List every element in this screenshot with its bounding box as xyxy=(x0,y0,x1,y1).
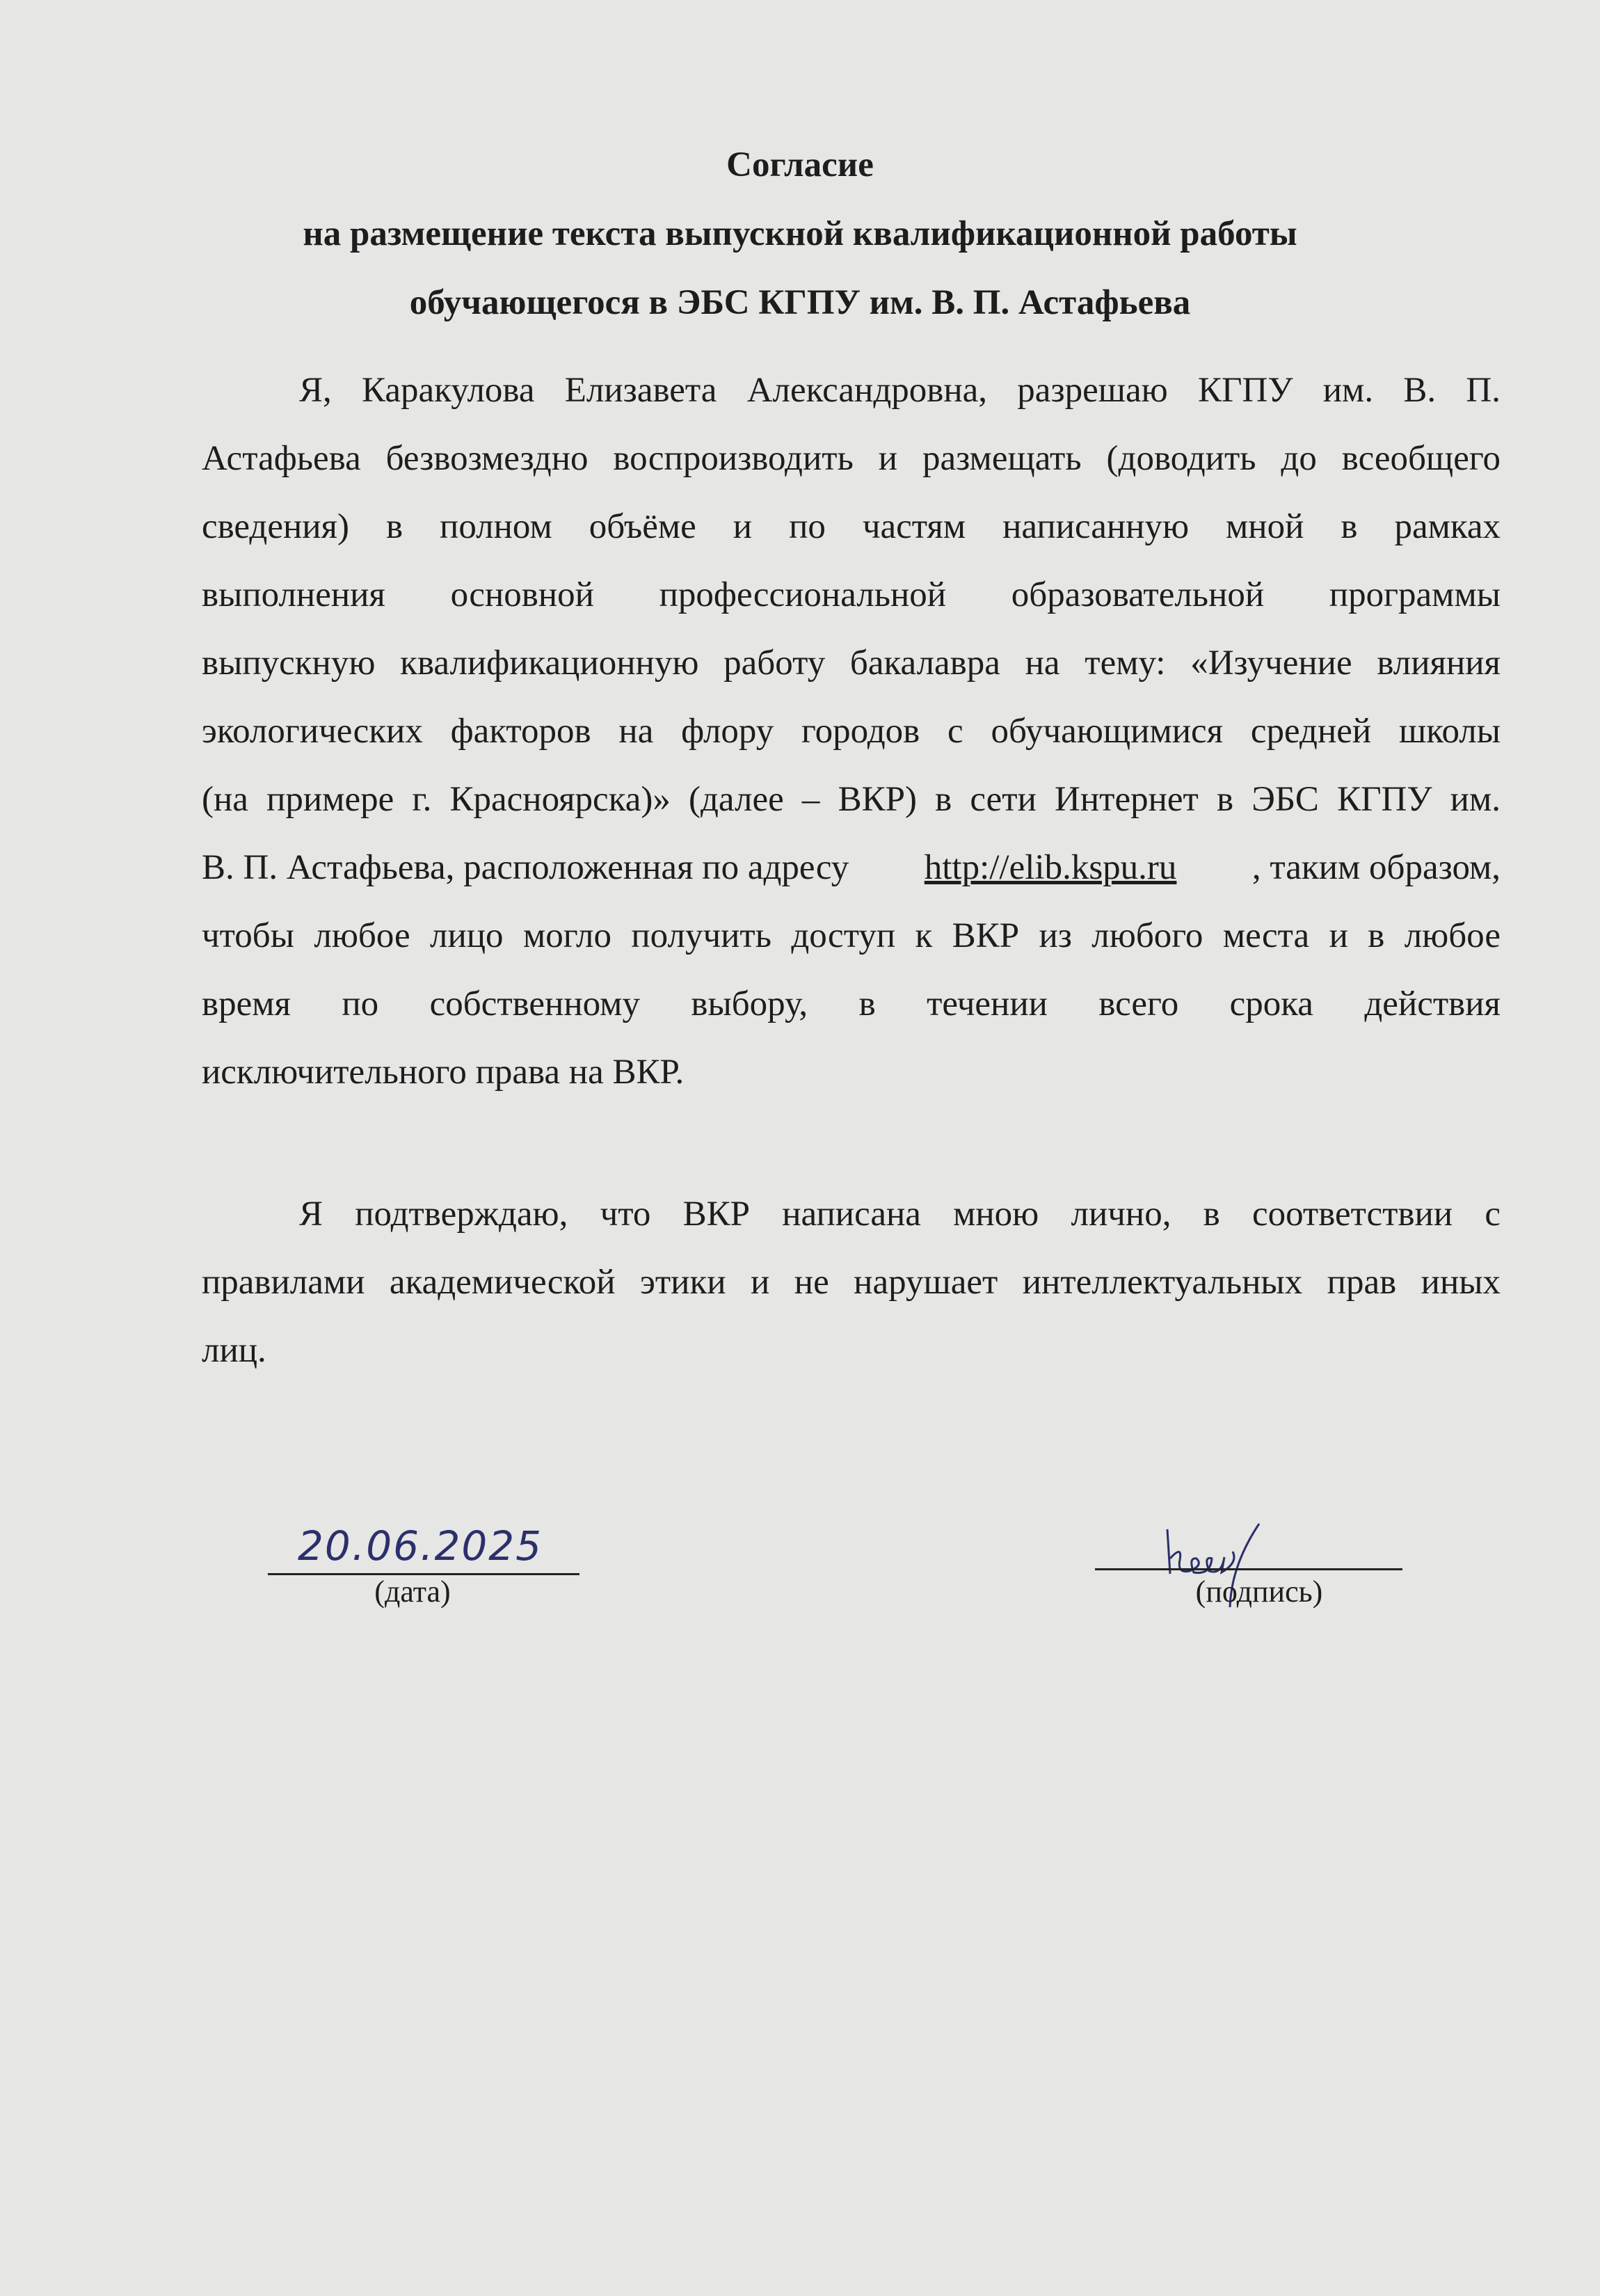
elib-link[interactable]: http://elib.kspu.ru xyxy=(924,848,1177,887)
signature-caption: (подпись) xyxy=(1195,1574,1323,1609)
signature-underline xyxy=(1095,1568,1402,1570)
text-before-link: В. П. Астафьева, расположенная по адресу xyxy=(202,848,849,887)
handwritten-signature xyxy=(1155,1517,1294,1628)
text-line: Я подтверждаю, что ВКР написана мною лично, в соответствии с xyxy=(299,1195,1501,1234)
text-line: выполнения основной профессиональной образовательной программы xyxy=(202,575,1501,614)
date-caption: (дата) xyxy=(374,1574,451,1609)
text-line: экологических факторов на флору городов с обучающимися средней школы xyxy=(202,712,1501,751)
text-line: лиц. xyxy=(202,1331,266,1370)
text-line: Я, Каракулова Елизавета Александровна, разрешаю КГПУ им. В. П. xyxy=(299,371,1501,410)
handwritten-date: 20.06.2025 xyxy=(298,1522,543,1570)
title-line-3: обучающегося в ЭБС КГПУ им. В. П. Астафьева xyxy=(409,283,1191,322)
text-line: Астафьева безвозмездно воспроизводить и размещать (доводить до всеобщего xyxy=(202,439,1501,478)
text-line-with-link xyxy=(202,847,1501,888)
text-line: чтобы любое лицо могло получить доступ к ВКР из любого места и в любое xyxy=(202,916,1501,955)
text-after-link: , таким образом, xyxy=(1251,848,1501,887)
text-line: исключительного права на ВКР. xyxy=(202,1053,685,1092)
text-line: (на примере г. Красноярска)» (далее – ВКР) в сети Интернет в ЭБС КГПУ им. xyxy=(202,780,1501,819)
title-line-1: Согласие xyxy=(726,145,874,184)
text-line: время по собственному выбору, в течении всего срока действия xyxy=(202,984,1501,1023)
text-line: сведения) в полном объёме и по частям написанную мной в рамках xyxy=(202,507,1501,546)
text-line: выпускную квалификационную работу бакалавра на тему: «Изучение влияния xyxy=(202,644,1501,683)
title-line-2: на размещение текста выпускной квалификационной работы xyxy=(303,214,1297,253)
text-line: правилами академической этики и не нарушает интеллектуальных прав иных xyxy=(202,1263,1501,1302)
